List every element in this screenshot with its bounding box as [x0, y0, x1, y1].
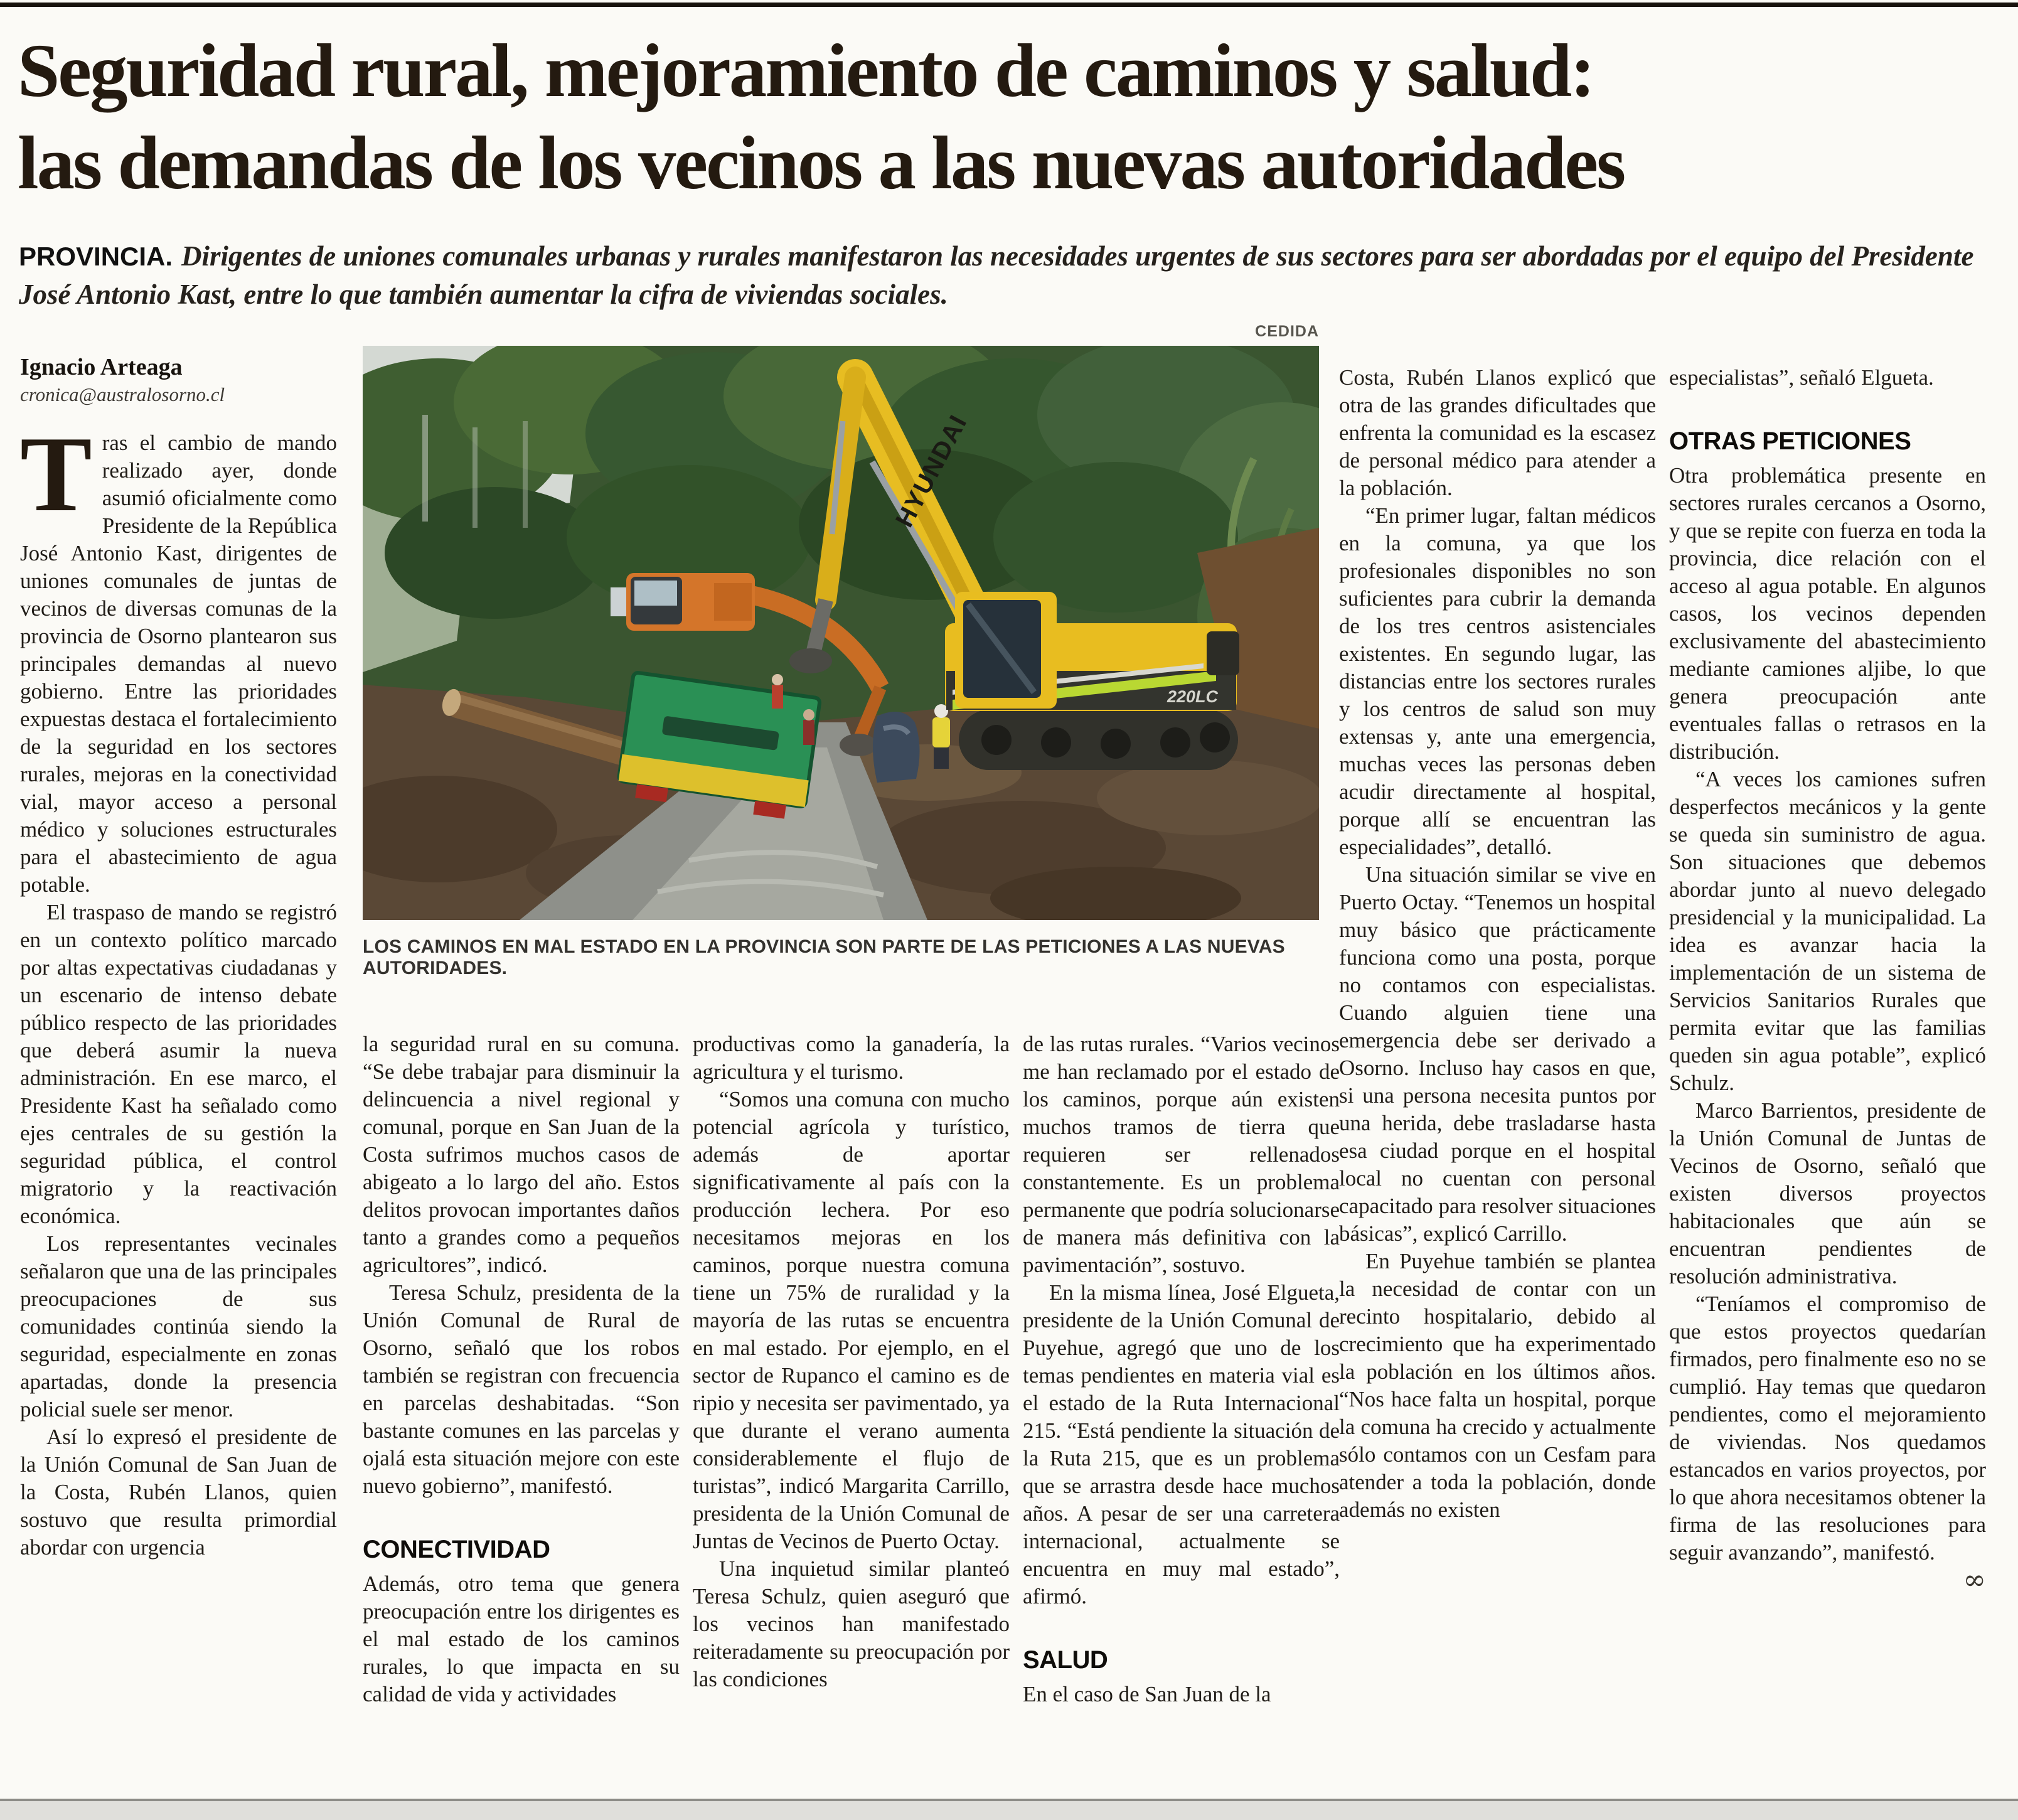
column-3	[693, 1030, 1010, 1693]
road-machinery-photo	[363, 346, 1319, 920]
paragraph: especialistas”, señaló Elgueta.	[1669, 365, 1934, 390]
top-rule	[0, 3, 2018, 7]
article-photo-block	[363, 323, 1319, 979]
column-2	[363, 1030, 680, 1708]
paragraph: la seguridad rural en su comuna. “Se debe trabajar para disminuir la delincuencia a nivel regional y comunal, porque en San Juan de la Costa sufrimos muchos casos de abigeato a lo largo del año. Estos delitos provocan importantes daños tanto a grandes como a pequeños agricultores”, indicó.	[363, 1032, 680, 1277]
excavator-model-label: 220LC	[1167, 687, 1219, 706]
paragraph: productivas como la ganadería, la agricultura y el turismo.	[693, 1032, 1010, 1084]
paragraph: Marco Barrientos, presidente de la Unión Comunal de Juntas de Vecinos de Osorno, señaló que existen diversos proyectos habitacionales que aún se encuentran pendientes de resolución administrativa.	[1669, 1098, 1986, 1288]
paragraph: En la misma línea, José Elgueta, presidente de la Unión Comunal de Puyehue, agregó que uno de los temas pendientes en materia vial es el estado de la Ruta Internacional 215. “Está pendiente la situación de la Ruta 215, que es un problema que se arrastra desde hace muchos años. A pesar de ser una carretera internacional, actualmente se encuentra en muy mal estado”, afirmó.	[1023, 1280, 1340, 1609]
paragraph: Costa, Rubén Llanos explicó que otra de las grandes dificultades que enfrenta la comunidad es la escasez de personal médico para atender a la población.	[1339, 365, 1656, 500]
column-4	[1023, 1030, 1340, 1708]
lead-text: Dirigentes de uniones comunales urbanas y rurales manifestaron las necesidades urgentes de sus sectores para ser abordadas por el equipo del Presidente José Antonio Kast, entre lo que también aumentar la cifra de viviendas sociales.	[19, 240, 1974, 310]
paragraph: Otra problemática presente en sectores rurales cercanos a Osorno, y que se repite con fuerza en toda la provincia, dice relación con el acceso al agua potable. En algunos casos, los vecinos dependen exclusivamente del abastecimiento mediante camiones aljibe, lo que genera preocupación ante eventuales fallas o retrasos en la distribución.	[1669, 463, 1986, 764]
byline-author: Ignacio Arteaga	[20, 354, 183, 380]
paragraph: Teresa Schulz, presidenta de la Unión Comunal de Rural de Osorno, señaló que los robos también se registran con frecuencia en parcelas deshabitadas. “Son bastante comunes en las parcelas y ojalá esta situación mejore con este nuevo gobierno”, manifestó.	[363, 1280, 680, 1498]
paragraph: “Teníamos el compromiso de que estos proyectos quedarían firmados, pero finalmente eso no se cumplió. Hay temas que quedaron pendientes, como el mejoramiento de viviendas. Nos quedamos estancados en varios proyectos, por lo que ahora necesitamos obtener la firma de las resoluciones para seguir avanzando”, manifestó.	[1669, 1292, 1986, 1565]
photo-caption: LOS CAMINOS EN MAL ESTADO EN LA PROVINCIA SON PARTE DE LAS PETICIONES A LAS NUEVAS AUTORIDADES.	[363, 936, 1285, 978]
end-mark: ∞	[1963, 1564, 1986, 1596]
byline	[20, 353, 337, 408]
paragraph: “A veces los camiones sufren desperfectos mecánicos y la gente se queda sin suministro de agua. Son situaciones que debemos abordar junto al nuevo delegado presidencial y la municipalidad. La idea es avanzar hacia la implementación de un sistema de Servicios Sanitarios Rurales que permita evitar que las familias queden sin agua potable”, explicó Schulz.	[1669, 767, 1986, 1095]
subhead-otras-peticiones: OTRAS PETICIONES	[1669, 427, 1911, 455]
paragraph: Una situación similar se vive en Puerto Octay. “Tenemos un hospital muy básico que prácticamente funciona como una posta, porque no contamos con especialistas. Cuando alguien tiene una emergencia debe ser derivado a Osorno. Incluso hay casos en que, si una persona necesita puntos por una herida, debe trasladarse hasta esa ciudad porque en el hospital local no cuentan con personal capacitado para resolver situaciones básicas”, explicó Carrillo.	[1339, 862, 1656, 1246]
subhead-salud: SALUD	[1023, 1646, 1108, 1674]
photo-credit: CEDIDA	[1255, 323, 1319, 340]
paragraph: Además, otro tema que genera preocupación entre los dirigentes es el mal estado de los caminos rurales, lo que impacta en su calidad de vida y actividades	[363, 1571, 680, 1706]
paragraph: En Puyehue también se plantea la necesidad de contar con un recinto hospitalario, debido al crecimiento que ha experimentado la población en los últimos años. “Nos hace falta un hospital, porque la comuna ha crecido y actualmente sólo contamos con un Cesfam para atender a toda la población, donde además no existen	[1339, 1249, 1656, 1522]
bottom-rule	[0, 1799, 2018, 1820]
column-6	[1669, 364, 1986, 1594]
paragraph: El traspaso de mando se registró en un contexto político marcado por altas expectativas ciudadanas y un escenario de intenso debate público respecto de las prioridades que deberá asumir la nueva administración. En ese marco, el Presidente Kast ha señalado como ejes centrales de su gestión la seguridad pública, el control migratorio y la reactivación económica.	[20, 900, 337, 1228]
drop-cap: T	[20, 415, 92, 534]
headline-line-1: Seguridad rural, mejoramiento de caminos y salud:	[18, 29, 1594, 113]
paragraph: En el caso de San Juan de la	[1023, 1682, 1271, 1706]
headline	[18, 25, 2000, 210]
subhead-conectividad: CONECTIVIDAD	[363, 1536, 550, 1563]
column-5	[1339, 364, 1656, 1524]
excavator-brand-label: HYUNDAI	[890, 410, 973, 532]
column-1	[20, 353, 337, 1561]
headline-line-2: las demandas de los vecinos a las nuevas autoridades	[18, 121, 1625, 205]
paragraph: Los representantes vecinales señalaron que una de las principales preocupaciones de sus comunidades continúa siendo la seguridad, especialmente en zonas apartadas, donde la presencia policial suele ser menor.	[20, 1231, 337, 1421]
paragraph: Así lo expresó el presidente de la Unión Comunal de San Juan de la Costa, Rubén Llanos, quien sostuvo que resulta primordial abordar con urgencia	[20, 1425, 337, 1560]
paragraph: Una inquietud similar planteó Teresa Schulz, quien aseguró que los vecinos han manifestado reiteradamente su preocupación por las condiciones	[693, 1556, 1010, 1691]
lead-paragraph	[19, 237, 1995, 314]
paragraph: “En primer lugar, faltan médicos en la comuna, ya que los profesionales disponibles no son suficientes para cubrir la demanda de los tres centros asistenciales existentes. En segundo lugar, las distancias entre los sectores rurales y los centros de salud son muy extensas y, ante una emergencia, muchas veces las personas deben acudir directamente al hospital, porque allí se encuentran las especialidades”, detalló.	[1339, 503, 1656, 859]
section-kicker: PROVINCIA.	[19, 242, 173, 271]
paragraph: Tras el cambio de mando realizado ayer, donde asumió oficialmente como Presidente de la República José Antonio Kast, dirigentes de uniones comunales de juntas de vecinos de diversas comunas de la provincia de Osorno plantearon sus principales demandas al nuevo gobierno. Entre las prioridades expuestas destaca el fortalecimiento de la seguridad en los sectores rurales, mejoras en la conectividad vial, mayor acceso a personal médico y soluciones estructurales para el abastecimiento de agua potable.	[20, 415, 337, 897]
paragraph: de las rutas rurales. “Varios vecinos me han reclamado por el estado de los caminos, porque aún existen muchos tramos de tierra que requieren ser rellenados constantemente. Es un problema permanente que podría solucionarse de manera más definitiva con la pavimentación”, sostuvo.	[1023, 1032, 1340, 1277]
paragraph: “Somos una comuna con mucho potencial agrícola y turístico, además de aportar significativamente al país con la producción lechera. Por eso necesitamos mejoras en los caminos, porque nuestra comuna tiene un 75% de ruralidad y la mayoría de las rutas se encuentra en mal estado. Por ejemplo, en el sector de Rupanco el camino es de ripio y necesita ser pavimentado, ya que durante el verano aumenta considerablemente el flujo de turistas”, indicó Margarita Carrillo, presidenta de la Unión Comunal de Juntas de Vecinos de Puerto Octay.	[693, 1087, 1010, 1553]
byline-email[interactable]: cronica@australosorno.cl	[20, 383, 225, 405]
